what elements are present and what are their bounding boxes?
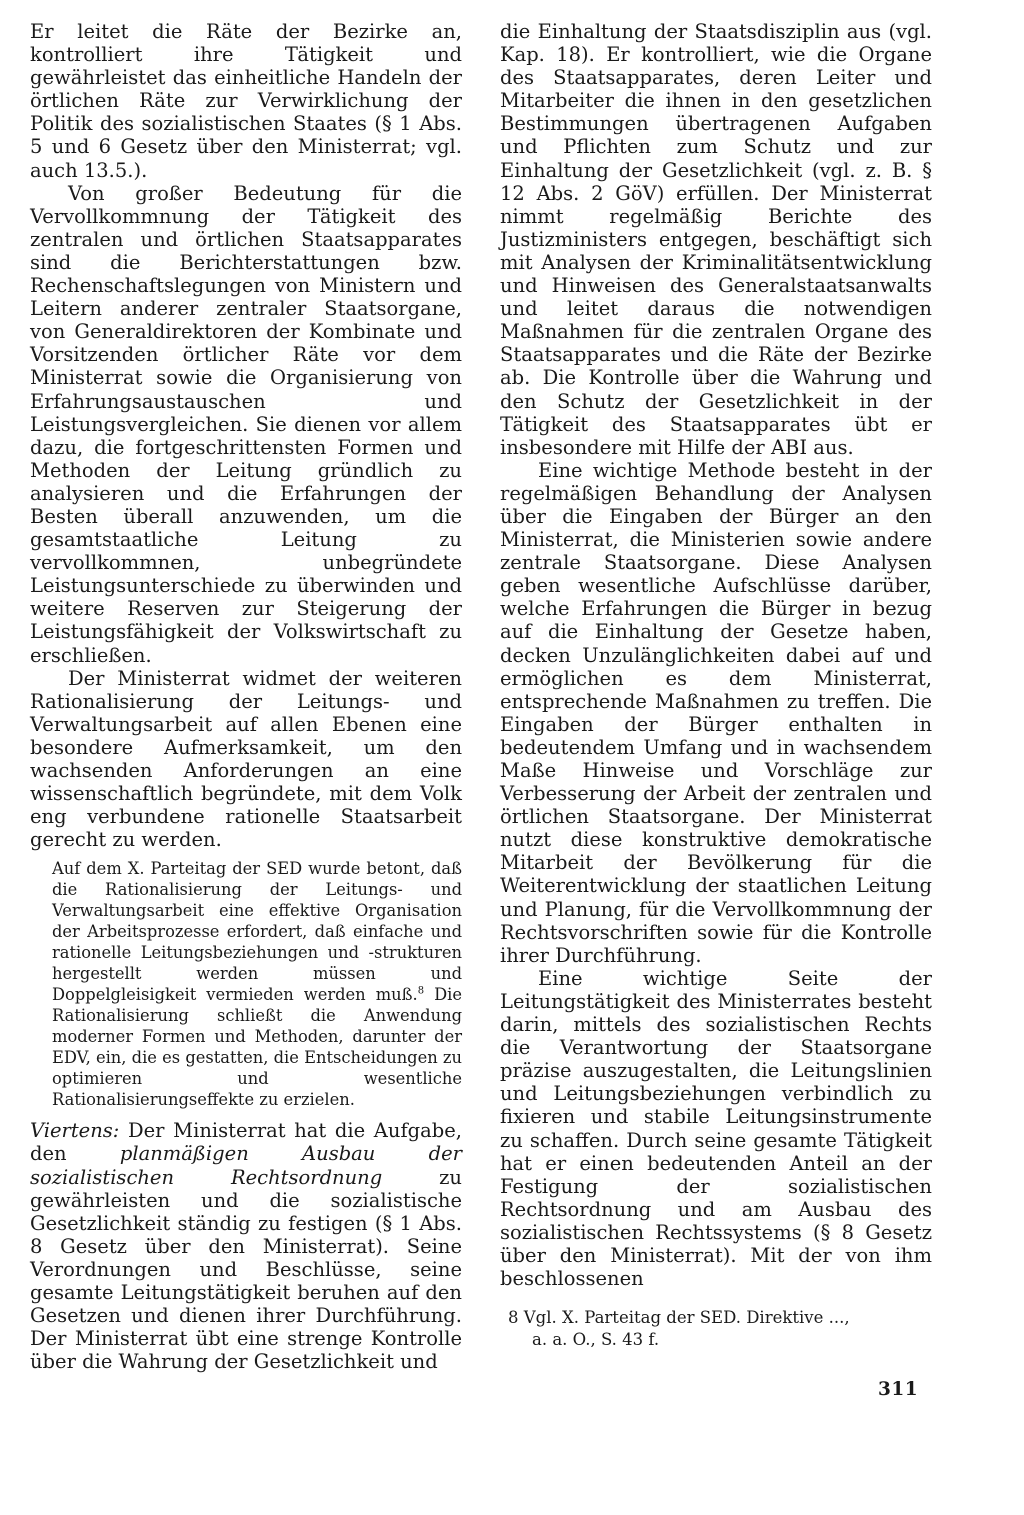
note-text-before: Auf dem X. Parteitag der SED wurde betont, daß die Rationalisierung der Leitungs- und Verwaltungsarbeit eine effektive Organisation der Arbeitsprozesse erfordert, daß einfache und rationelle Leitungsbeziehungen und -strukturen hergestellt werden müssen und Doppelgleisigkeit vermieden werden muß. — [52, 859, 462, 1005]
paragraph-staatsdisziplin: die Einhaltung der Staatsdisziplin aus (vgl. Kap. 18). Er kontrolliert, wie die Organe des Staatsapparates, deren Leiter und Mitarbeiter die ihnen in den gesetzlichen Bestimmungen übertragenen Aufgaben und Pflichten zum Schutz und zur Einhaltung der Gesetzlichkeit (vgl. z. B. § 12 Abs. 2 GöV) erfüllen. Der Ministerrat nimmt regelmäßig Berichte des Justizministers entgegen, beschäftigt sich mit Analysen der Kriminalitätsentwicklung und Hinweisen des Generalstaatsanwalts und leitet daraus die notwendigen Maßnahmen für die zentralen Organe des Staatsapparates und die Räte der Bezirke ab. Die Kontrolle über die Wahrung und den Schutz der Gesetzlichkeit in der Tätigkeit des Staatsapparates übt er insbesondere mit Hilfe der ABI aus. — [500, 20, 932, 459]
paragraph-eingaben: Eine wichtige Methode besteht in der regelmäßigen Behandlung der Analysen über die Eingaben der Bürger an den Ministerrat, die Ministerien sowie andere zentrale Staatsorgane. Diese Analysen geben wesentliche Aufschlüsse darüber, welche Erfahrungen die Bürger in bezug auf die Einhaltung der Gesetze haben, decken Unzulänglichkeiten dabei auf und ermöglichen es dem Ministerrat, entsprechende Maßnahmen zu treffen. Die Eingaben der Bürger enthalten in bedeutendem Umfang und in wachsendem Maße Hinweise und Vorschläge zur Verbesserung der Arbeit der zentralen und örtlichen Staatsorgane. Der Ministerrat nutzt diese konstruktive demokratische Mitarbeit der Bevölkerung für die Weiterentwicklung der staatlichen Leitung und Planung, für die Vervollkommnung der Rechtsvorschriften sowie für die Kontrolle ihrer Durchführung. — [500, 458, 932, 967]
viertens-text-1: Der Ministerrat hat die Aufgabe, den — [30, 1119, 462, 1166]
footnote-line-1: 8 Vgl. X. Parteitag der SED. Direktive ..., — [508, 1308, 850, 1327]
viertens-label: Viertens: — [30, 1119, 120, 1143]
footnote — [508, 1307, 928, 1351]
paragraph-berichterstattungen: Von großer Bedeutung für die Vervollkommnung der Tätigkeit des zentralen und örtlichen Staatsapparates sind die Berichterstattungen bzw. Rechenschaftslegungen von Ministern und Leitern anderer zentraler Staatsorgane, von Generaldirektoren der Kombinate und Vorsitzenden örtlicher Räte vor dem Ministerrat sowie die Organisierung von Erfahrungsaustauschen und Leistungsvergleichen. Sie dienen vor allem dazu, die fortgeschrittensten Formen und Methoden der Leitung gründlich zu analysieren und die Erfahrungen der Besten überall anzuwenden, um die gesamtstaatliche Leitung zu vervollkommnen, unbegründete Leistungsunterschiede zu überwinden und weitere Reserven zur Steigerung der Leistungsfähigkeit der Volkswirtschaft zu erschließen. — [30, 181, 462, 667]
right-column — [500, 20, 932, 1290]
left-column — [30, 20, 462, 1373]
page-number: 311 — [878, 1379, 919, 1400]
footnote-text — [508, 1307, 928, 1351]
note-parteitag — [52, 858, 462, 1110]
paragraph-rationalisierung: Der Ministerrat widmet der weiteren Rationalisierung der Leitungs- und Verwaltungsarbeit auf allen Ebenen eine besondere Aufmerksamkeit, um den wachsenden Anforderungen an eine wissenschaftlich begründete, mit dem Volk eng verbundene rationelle Staatsarbeit gerecht zu werden. — [30, 666, 462, 852]
footnote-ref-8: 8 — [417, 985, 425, 997]
viertens-emphasis: planmäßigen Ausbau der sozialistischen Rechtsordnung — [30, 1142, 463, 1189]
paragraph-viertens — [30, 1119, 462, 1373]
paragraph-raete-bezirke: Er leitet die Räte der Bezirke an, kontrolliert ihre Tätigkeit und gewährleistet das einheitliche Handeln der örtlichen Räte zur Verwirklichung der Politik des sozialistischen Staates (§ 1 Abs. 5 und 6 Gesetz über den Ministerrat; vgl. auch 13.5.). — [30, 20, 462, 182]
viertens-text-2: zu gewährleisten und die sozialistische Gesetzlichkeit ständig zu festigen (§ 1 Abs. 8 Gesetz über den Ministerrat). Seine Verordnungen und Beschlüsse, seine gesamte Leitungstätigkeit beruhen auf den Gesetzen und dienen ihrer Durchführung. Der Ministerrat übt eine strenge Kontrolle über die Wahrung der Gesetzlichkeit und — [30, 1165, 462, 1374]
note-text-after: Die Rationalisierung schließt die Anwendung moderner Formen und Methoden, darunter der EDV, ein, die es gestatten, die Entscheidungen zu optimieren und wesentliche Rationalisierungseffekte zu erzielen. — [52, 985, 462, 1110]
footnote-line-2: a. a. O., S. 43 f. — [532, 1330, 660, 1349]
paragraph-leitungstaetigkeit: Eine wichtige Seite der Leitungstätigkeit des Ministerrates besteht darin, mittels des sozialistischen Rechts die Verantwortung der Staatsorgane präzise auszugestalten, die Leitungslinien und Leitungsbeziehungen verbindlich zu fixieren und stabile Leitungsinstrumente zu schaffen. Durch seine gesamte Tätigkeit hat er einen bedeutenden Anteil an der Festigung der sozialistischen Rechtsordnung und am Ausbau des sozialistischen Rechtssystems (§ 8 Gesetz über den Ministerrat). Mit der von ihm beschlossenen — [500, 966, 932, 1291]
